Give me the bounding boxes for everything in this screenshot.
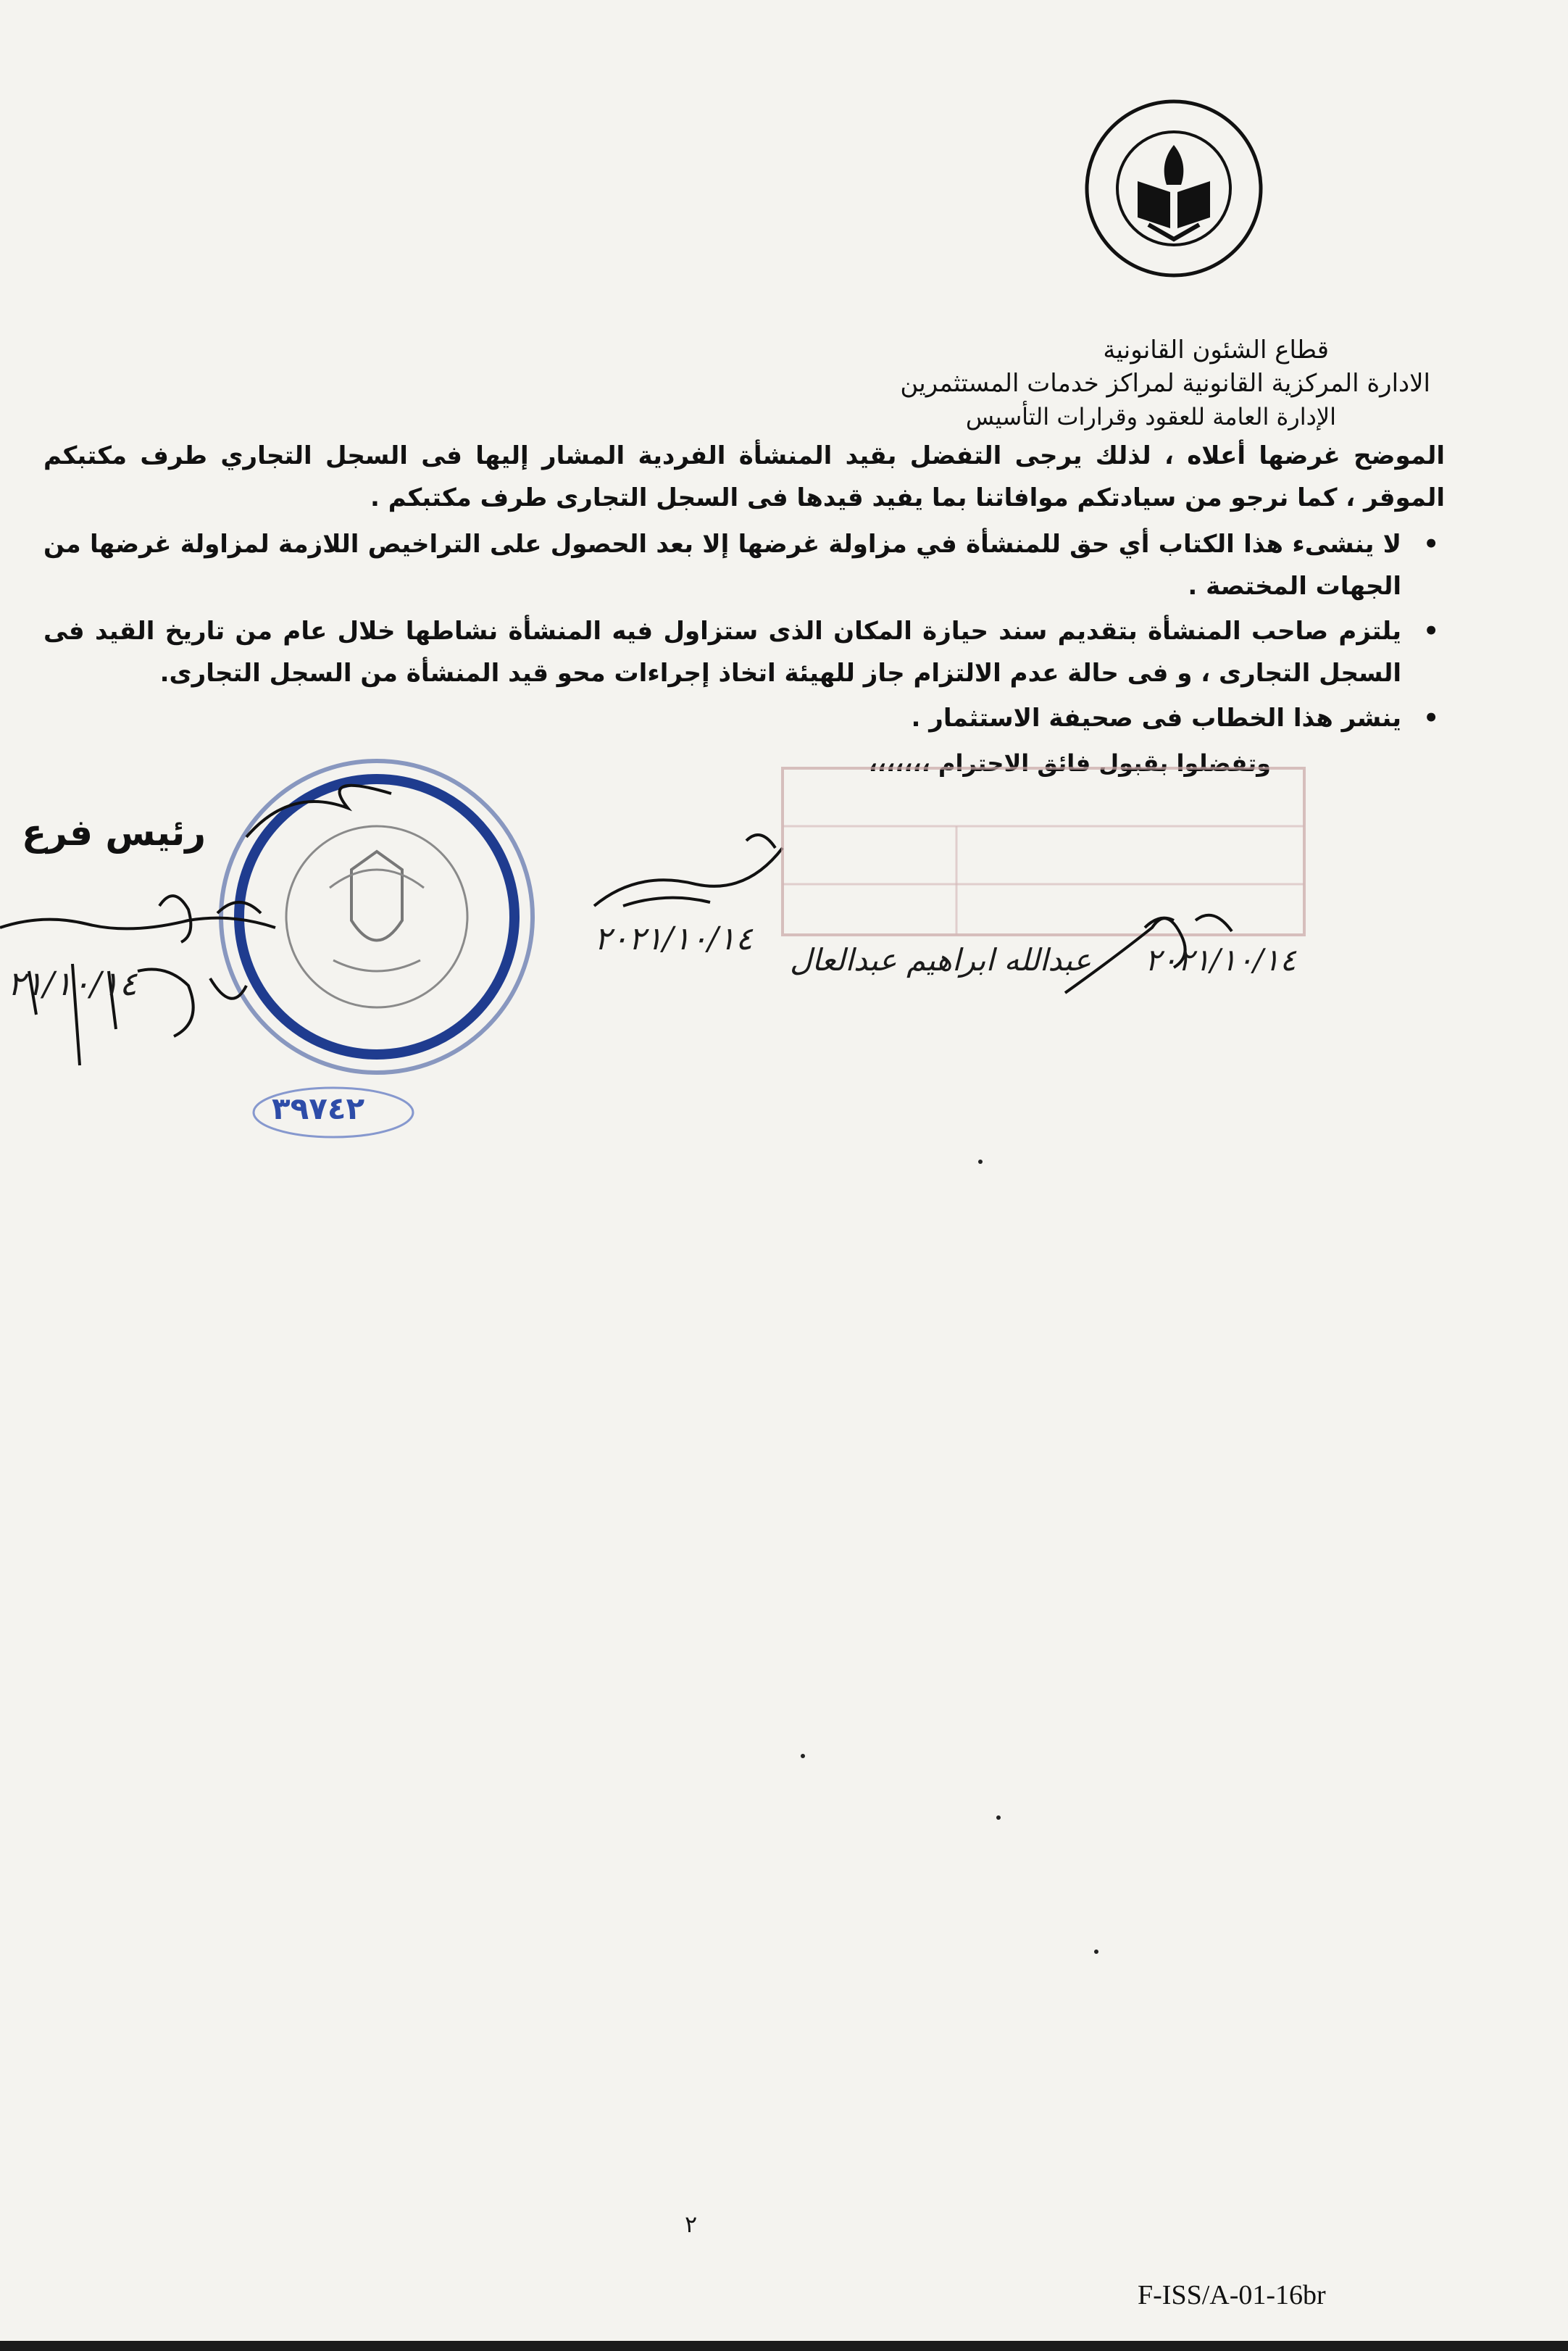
- scan-edge: [0, 2341, 1568, 2351]
- scan-speck: [1094, 1950, 1098, 1954]
- conditions-list: [43, 523, 1445, 739]
- body-paragraph: الموضح غرضها أعلاه ، لذلك يرجى التفضل بقيد المنشأة الفردية المشار إليها فى السجل التجاري طرف مكتبكم الموقر ، كما نرجو من سيادتكم موافاتنا بما يفيد قيدها فى السجل التجارى طرف مكتبكم .: [43, 441, 1445, 512]
- right-signature-date: ٢٠٢١/١٠/١٤: [1145, 942, 1296, 978]
- scan-speck: [801, 1754, 805, 1758]
- list-item: • يلتزم صاحب المنشأة بتقديم سند حيازة المكان الذى ستزاول فيه المنشأة نشاطها خلال عام من تاريخ القيد فى السجل التجارى ، و فى حالة عدم الالتزام جاز للهيئة اتخاذ إجراءات محو قيد المنشأة من السجل التجارى.: [43, 610, 1401, 694]
- form-code: F-ISS/A-01-16br: [1138, 2280, 1326, 2310]
- bullet-icon: •: [1423, 530, 1439, 559]
- sector-line: قطاع الشئون القانونية: [1103, 336, 1329, 365]
- general-admin-line: الإدارة العامة للعقود وقرارات التأسيس: [965, 403, 1336, 430]
- left-signature-date: ٢١/١٠/١٤: [7, 964, 138, 1003]
- scan-speck: [996, 1815, 1001, 1820]
- central-admin-line: الادارة المركزية القانونية لمراكز خدمات المستثمرين: [900, 369, 1430, 398]
- bullet-icon: •: [1423, 617, 1439, 646]
- middle-signature: [580, 826, 797, 928]
- stamp-number: ٣٩٧٤٢: [272, 1091, 365, 1126]
- page-number: ٢: [685, 2210, 698, 2238]
- middle-signature-date: ٢٠٢١/١٠/١٤: [594, 920, 753, 957]
- letter-body: [43, 435, 1445, 784]
- authority-logo: [1080, 94, 1268, 326]
- bullet-icon: •: [1423, 704, 1439, 733]
- handwritten-name: عبدالله ابراهيم عبدالعال: [790, 942, 1092, 978]
- signatory-title: رئيس فرع: [22, 812, 207, 854]
- list-item: • ينشر هذا الخطاب فى صحيفة الاستثمار .: [43, 697, 1401, 739]
- closing-line: وتفضلوا بقبول فائق الاحترام ،،،،،،،: [868, 749, 1271, 777]
- department-header: [900, 333, 1430, 433]
- list-item: • لا ينشىء هذا الكتاب أي حق للمنشأة في مزاولة غرضها إلا بعد الحصول على التراخيص اللازمة لمزاولة غرضها من الجهات المختصة .: [43, 523, 1401, 607]
- scan-speck: [978, 1160, 983, 1164]
